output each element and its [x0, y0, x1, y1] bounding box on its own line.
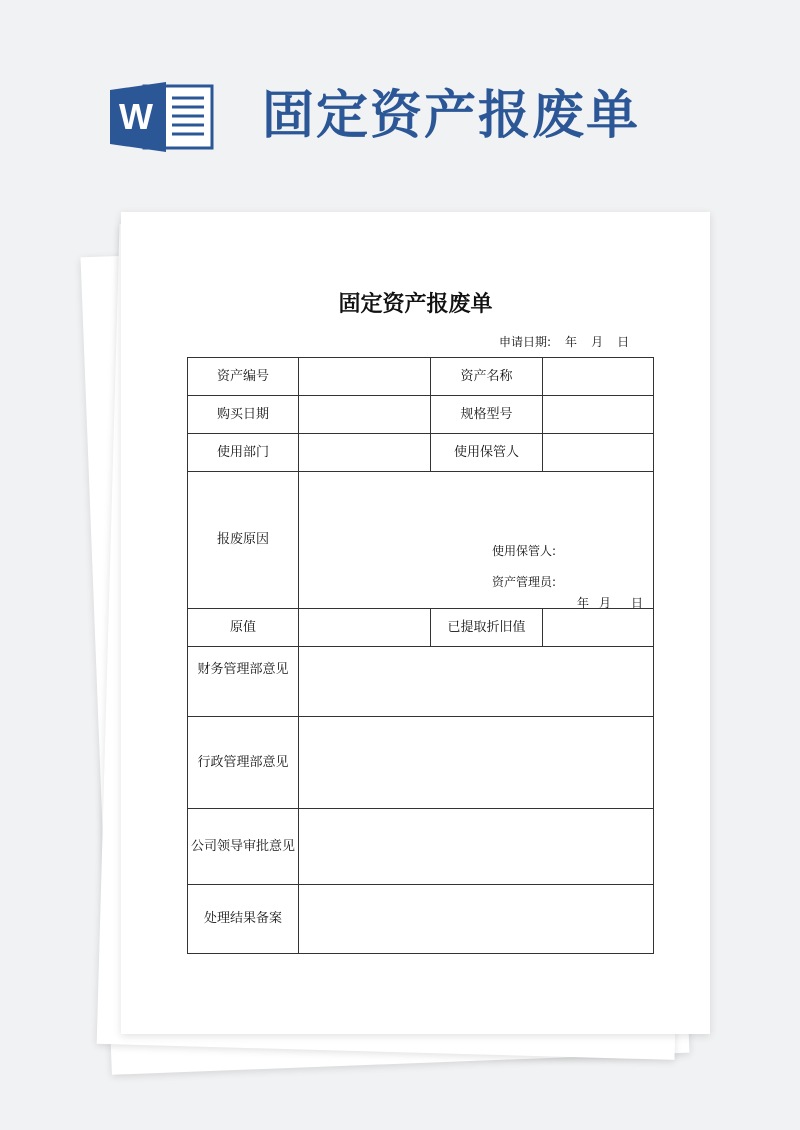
leader-opinion-field[interactable] — [299, 809, 654, 885]
scrap-reason-field[interactable] — [299, 472, 654, 609]
reason-date-day: 日 — [630, 596, 643, 610]
purchase-date-label: 购买日期 — [188, 396, 299, 434]
document-title: 固定资产报废单 — [338, 292, 493, 317]
spec-model-field[interactable] — [543, 396, 654, 434]
use-dept-label: 使用部门 — [188, 434, 299, 472]
depreciation-field[interactable] — [543, 609, 654, 647]
table-row — [188, 358, 654, 396]
table-row — [188, 434, 654, 472]
apply-date-label: 申请日期: — [499, 335, 552, 349]
original-value-field[interactable] — [299, 609, 431, 647]
finance-opinion-label: 财务管理部意见 — [188, 647, 299, 717]
apply-date-year: 年 — [565, 335, 578, 349]
apply-date-day: 日 — [617, 335, 630, 349]
custodian-field[interactable] — [543, 434, 654, 472]
banner-title: 固定资产报废单 — [262, 86, 641, 146]
apply-date — [499, 334, 629, 350]
result-record-field[interactable] — [299, 885, 654, 954]
table-row — [188, 396, 654, 434]
use-dept-field[interactable] — [299, 434, 431, 472]
custodian-label: 使用保管人 — [431, 434, 543, 472]
word-document-icon — [110, 80, 214, 154]
table-row — [188, 472, 654, 609]
table-row — [188, 717, 654, 809]
purchase-date-field[interactable] — [299, 396, 431, 434]
table-row — [188, 809, 654, 885]
asset-name-field[interactable] — [543, 358, 654, 396]
scrap-form-table — [187, 357, 654, 954]
admin-opinion-label: 行政管理部意见 — [188, 717, 299, 809]
asset-no-field[interactable] — [299, 358, 431, 396]
reason-date — [577, 594, 643, 612]
result-record-label: 处理结果备案 — [188, 885, 299, 954]
scrap-reason-label: 报废原因 — [188, 472, 299, 609]
reason-custodian-signature: 使用保管人: — [492, 544, 557, 558]
leader-opinion-label: 公司领导审批意见 — [188, 809, 299, 885]
finance-opinion-field[interactable] — [299, 647, 654, 717]
admin-opinion-field[interactable] — [299, 717, 654, 809]
reason-manager-signature: 资产管理员: — [492, 575, 557, 589]
reason-date-month: 月 — [598, 596, 611, 610]
word-icon-letter: W — [119, 96, 153, 137]
table-row — [188, 609, 654, 647]
spec-model-label: 规格型号 — [431, 396, 543, 434]
reason-date-year: 年 — [576, 596, 589, 610]
depreciation-label: 已提取折旧值 — [431, 609, 543, 647]
asset-no-label: 资产编号 — [188, 358, 299, 396]
apply-date-month: 月 — [591, 335, 604, 349]
original-value-label: 原值 — [188, 609, 299, 647]
table-row — [188, 885, 654, 954]
asset-name-label: 资产名称 — [431, 358, 543, 396]
table-row — [188, 647, 654, 717]
